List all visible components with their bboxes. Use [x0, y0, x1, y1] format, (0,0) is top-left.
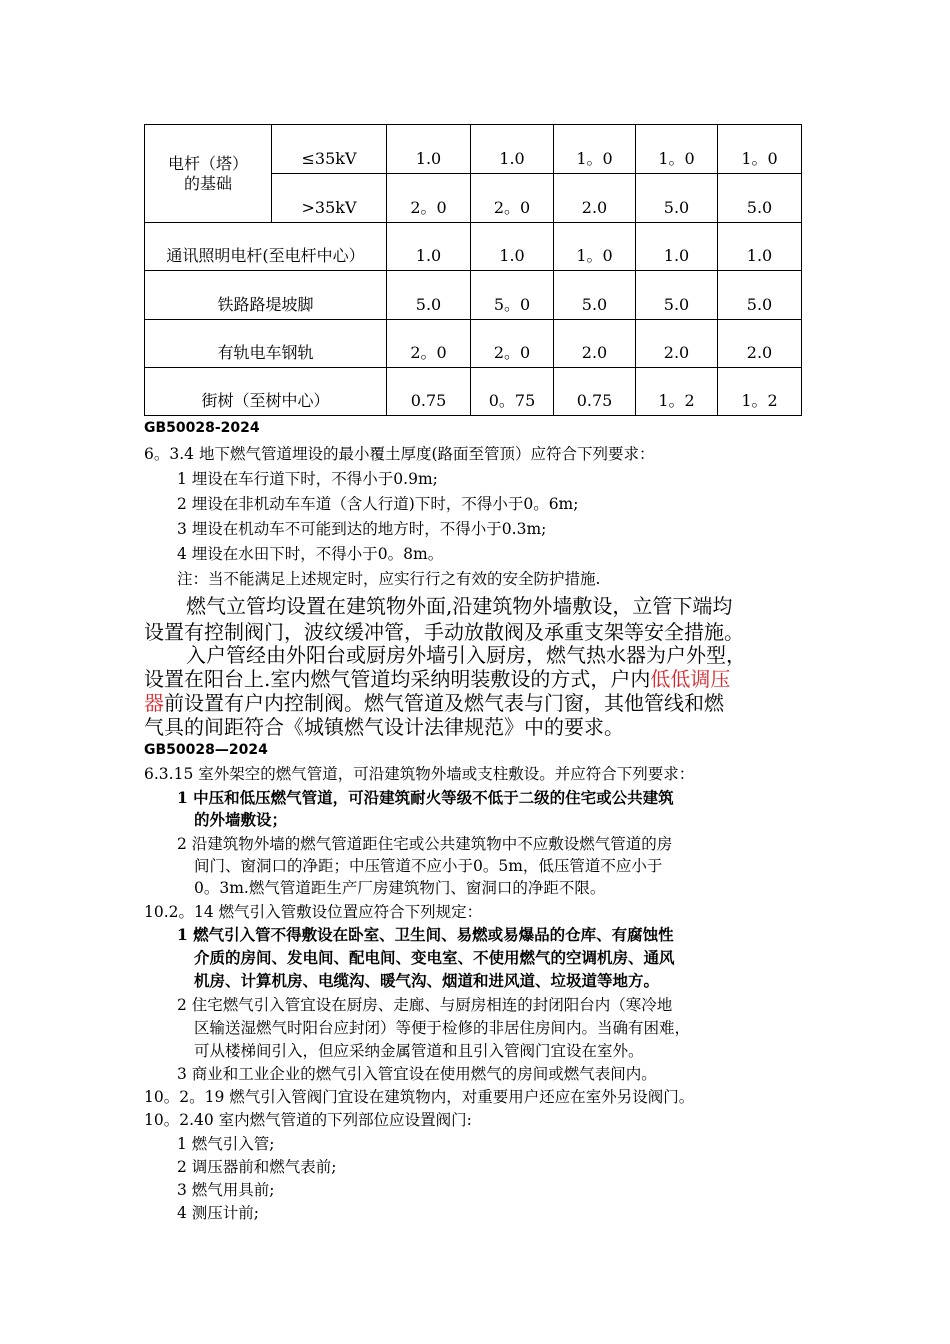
table-cell: 2。0 [471, 320, 554, 368]
clause-item: 1 中压和低压燃气管道，可沿建筑耐火等级不低于二级的住宅或公共建筑 [177, 788, 674, 807]
clause-title: 6.3.15 室外架空的燃气管道，可沿建筑物外墙或支柱敷设。并应符合下列要求： [144, 765, 695, 783]
table-cell: 0.75 [387, 368, 471, 416]
clause-title: 10.2。14 燃气引入管敷设位置应符合下列规定： [144, 903, 483, 921]
body-paragraph-line: 气具的间距符合《城镇燃气设计法律规范》中的要求。 [144, 715, 624, 739]
body-paragraph-line: 设置有控制阀门，波纹缓冲管，手动放散阀及承重支架等安全措施。 [144, 620, 744, 644]
table-row [145, 125, 802, 174]
table-cell: 5.0 [387, 271, 471, 320]
table-cell: 2。0 [387, 320, 471, 368]
highlighted-text: 低低调压 [650, 667, 731, 691]
clause-item: 1 燃气引入管不得敷设在卧室、卫生间、易燃或易爆品的仓库、有腐蚀性 [177, 925, 674, 944]
clause-item: 4 测压计前; [177, 1204, 260, 1222]
clause-item: 可从楼梯间引入，但应采纳金属管道和且引入管阀门宜设在室外。 [194, 1042, 644, 1060]
clause-item: 1 燃气引入管; [177, 1135, 275, 1153]
table-group-label: 电杆（塔） 的基础 [145, 125, 272, 223]
clause-item: 区输送湿燃气时阳台应封闭）等便于检修的非居住房间内。当确有困难， [194, 1019, 691, 1037]
table-cell: 1。0 [636, 125, 718, 174]
table-cell: 1。2 [636, 368, 718, 416]
table-cell: 5.0 [718, 174, 802, 223]
body-text: 前设置有户内控制阀。燃气管道及燃气表与门窗，其他管线和燃 [164, 691, 724, 715]
table-cell: 1。0 [554, 125, 636, 174]
clause-title: 6。3.4 地下燃气管道埋设的最小覆土厚度(路面至管顶）应符合下列要求： [144, 445, 655, 463]
table-cell: 2.0 [554, 174, 636, 223]
table-cell: 2。0 [471, 174, 554, 223]
table-cell: 1.0 [718, 223, 802, 271]
clearance-table [144, 124, 802, 416]
table-sub-label: ≤35kV [272, 125, 387, 174]
table-cell: 5.0 [636, 174, 718, 223]
table-row [145, 320, 802, 368]
highlighted-text: 器 [144, 691, 164, 715]
table-row-label: 铁路路堤坡脚 [145, 271, 387, 320]
clause-item: 3 燃气用具前; [177, 1181, 275, 1199]
body-text: 设置在阳台上.室内燃气管道均采纳明装敷设的方式，户内 [144, 667, 651, 691]
clause-item: 3 商业和工业企业的燃气引入管宜设在使用燃气的房间或燃气表间内。 [177, 1065, 657, 1083]
clause-title: 10。2。19 燃气引入管阀门宜设在建筑物内，对重要用户还应在室外另设阀门。 [144, 1088, 695, 1106]
table-cell: 2.0 [636, 320, 718, 368]
table-cell: 2。0 [387, 174, 471, 223]
clause-item: 机房、计算机房、电缆沟、暖气沟、烟道和进风道、垃圾道等地方。 [194, 971, 660, 990]
standard-code: GB50028—2024 [144, 742, 268, 758]
table-cell: 1.0 [387, 125, 471, 174]
clause-item: 1 埋设在车行道下时，不得小于0.9m; [177, 470, 438, 488]
table-cell: 1。0 [718, 125, 802, 174]
clause-item: 的外墙敷设； [194, 810, 288, 829]
standard-code: GB50028-2024 [144, 420, 260, 436]
table-cell: 5.0 [636, 271, 718, 320]
clause-item: 2 住宅燃气引入管宜设在厨房、走廊、与厨房相连的封闭阳台内（寒冷地 [177, 996, 673, 1014]
table-row [145, 368, 802, 416]
table-cell: 1.0 [471, 125, 554, 174]
table-cell: 1.0 [387, 223, 471, 271]
clause-title: 10。2.40 室内燃气管道的下列部位应设置阀门: [144, 1111, 472, 1129]
table-cell: 1。2 [718, 368, 802, 416]
clause-item: 介质的房间、发电间、配电间、变电室、不使用燃气的空调机房、通风 [194, 948, 675, 967]
table-cell: 2.0 [718, 320, 802, 368]
table-row [145, 271, 802, 320]
table-cell: 1。0 [554, 223, 636, 271]
table-cell: 1.0 [471, 223, 554, 271]
clause-item: 3 埋设在机动车不可能到达的地方时，不得小于0.3m; [177, 520, 547, 538]
table-row-label: 通讯照明电杆(至电杆中心） [145, 223, 387, 271]
table-cell: 5.0 [554, 271, 636, 320]
table-sub-label: >35kV [272, 174, 387, 223]
table-row-label: 有轨电车钢轨 [145, 320, 387, 368]
table-cell: 2.0 [554, 320, 636, 368]
table-cell: 0。75 [471, 368, 554, 416]
clause-item: 4 埋设在水田下时，不得小于0。8m。 [177, 545, 444, 563]
table-row [145, 223, 802, 271]
table-cell: 0.75 [554, 368, 636, 416]
clause-item: 间门、窗洞口的净距；中压管道不应小于0。5m，低压管道不应小于 [194, 857, 663, 875]
clause-item: 2 沿建筑物外墙的燃气管道距住宅或公共建筑物中不应敷设燃气管道的房 [177, 835, 673, 853]
table-cell: 5.0 [718, 271, 802, 320]
clause-note: 注：当不能满足上述规定时，应实行行之有效的安全防护措施. [177, 570, 601, 588]
table-row-label: 街树（至树中心） [145, 368, 387, 416]
body-paragraph-line: 燃气立管均设置在建筑物外面,沿建筑物外墙敷设，立管下端均 [186, 594, 733, 618]
body-paragraph-line: 入户管经由外阳台或厨房外墙引入厨房，燃气热水器为户外型， [186, 643, 746, 667]
clause-item: 2 埋设在非机动车车道（含人行道)下时，不得小于0。6m; [177, 495, 579, 513]
clause-item: 0。3m.燃气管道距生产厂房建筑物门、窗洞口的净距不限。 [194, 879, 606, 897]
clause-item: 2 调压器前和燃气表前; [177, 1158, 337, 1176]
table-cell: 5。0 [471, 271, 554, 320]
table-cell: 1.0 [636, 223, 718, 271]
